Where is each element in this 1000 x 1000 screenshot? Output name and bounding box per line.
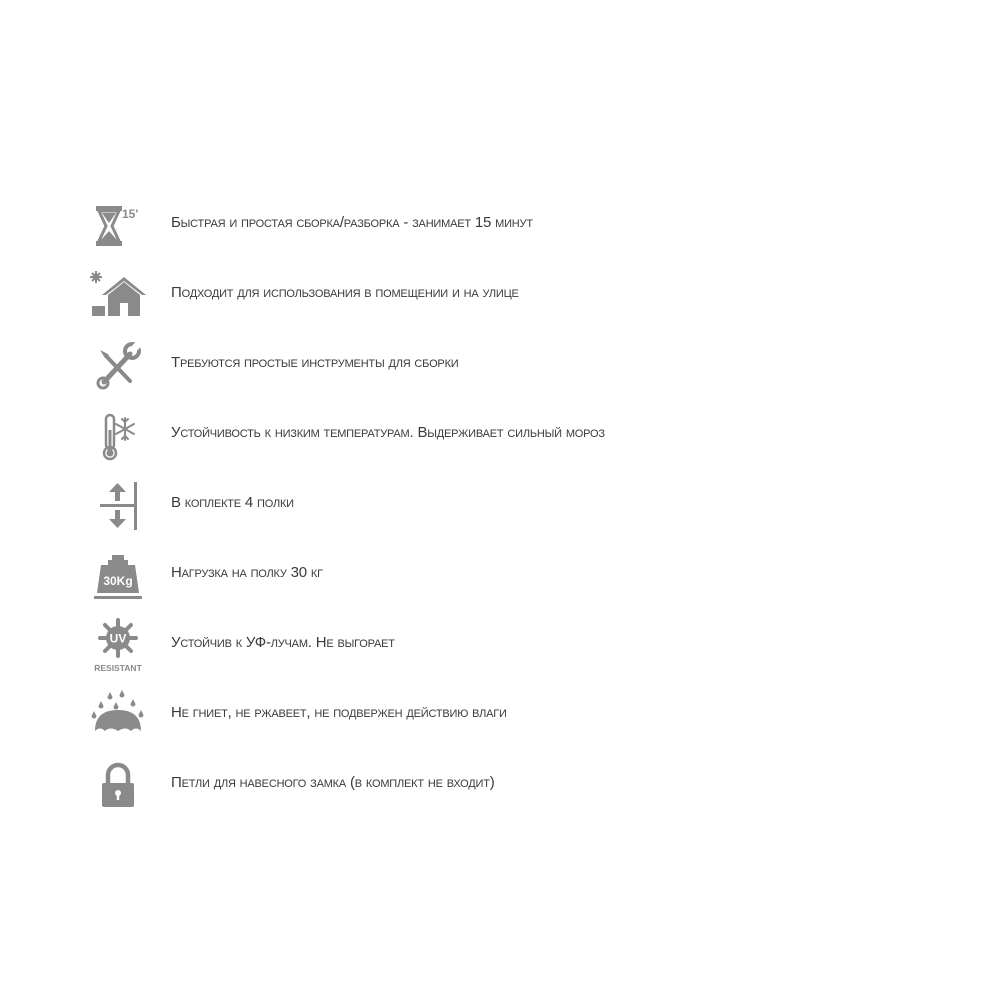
shelf-height-icon [88, 476, 148, 536]
house-sun-icon [88, 266, 148, 326]
feature-item-moisture [0, 684, 1000, 754]
tools-icon [88, 336, 148, 396]
uv-resistant-icon [88, 616, 148, 676]
feature-item-indoor-outdoor [0, 264, 1000, 334]
uv-label: UV [109, 631, 127, 646]
feature-text: Требуются простые инструменты для сборки [171, 354, 459, 371]
feature-item-shelves [0, 474, 1000, 544]
feature-item-uv [0, 614, 1000, 684]
feature-text: Не гниет, не ржавеет, не подвержен действию влаги [171, 704, 507, 721]
feature-item-tools [0, 334, 1000, 404]
feature-item-assembly [0, 194, 1000, 264]
feature-text: Петли для навесного замка (в комплект не входит) [171, 774, 495, 791]
resistant-label: RESISTANT [94, 663, 142, 673]
feature-item-load [0, 544, 1000, 614]
umbrella-rain-icon [88, 686, 148, 746]
timer-label: 15' [122, 207, 139, 221]
feature-text: Устойчив к УФ-лучам. Не выгорает [171, 634, 395, 651]
feature-text: В коплекте 4 полки [171, 494, 294, 511]
feature-text: Устойчивость к низким температурам. Выдерживает сильный мороз [171, 424, 605, 441]
weight-label: 30Kg [103, 574, 133, 588]
feature-text: Быстрая и простая сборка/разборка - занимает 15 минут [171, 214, 533, 231]
feature-text: Подходит для использования в помещении и на улице [171, 284, 519, 301]
feature-item-lock [0, 754, 1000, 824]
thermometer-snowflake-icon [88, 406, 148, 466]
weight-icon [88, 546, 148, 606]
hourglass-icon [88, 196, 148, 256]
feature-item-frost [0, 404, 1000, 474]
feature-text: Нагрузка на полку 30 кг [171, 564, 323, 581]
padlock-icon [88, 756, 148, 816]
